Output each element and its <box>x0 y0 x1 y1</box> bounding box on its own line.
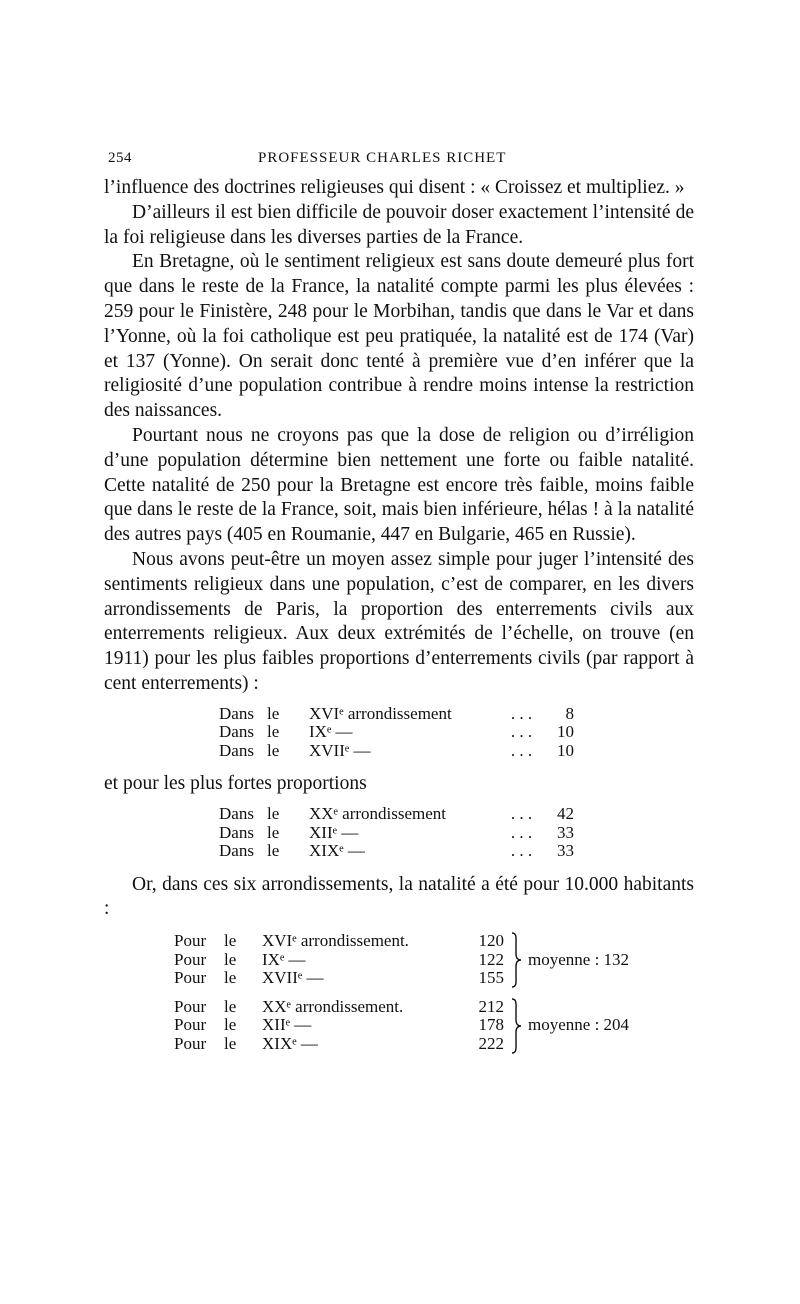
paragraph-5: Nous avons peut-être un moyen assez simple pour juger l’intensité des sentiments religieux dans une population, c’est de comparer, en les divers arrondissements de Paris, la proportion des enterrements civils aux enterrements religieux. Aux deux extrémités de l’échelle, on trouve (en 1911) pour les plus faibles proportions d’enterrements civils (par rapport à cent enterrements) : <box>104 548 694 694</box>
table-row: Dans le IXᵉ — . . . 10 <box>219 722 574 742</box>
table-row: Dans le XXᵉ arrondissement . . . 42 <box>219 804 574 824</box>
running-title: PROFESSEUR CHARLES RICHET <box>258 150 507 166</box>
table-row: Pour le XVIIᵉ — 155 <box>174 968 504 988</box>
paragraph-2: D’ailleurs il est bien difficile de pouvoir doser exactement l’intensité de la foi religieuse dans les diverses parties de la France. <box>104 201 694 248</box>
paragraph-1: l’influence des doctrines religieuses qui disent : « Croissez et multipliez. » <box>104 177 685 198</box>
civil-burials-high-table <box>219 805 574 861</box>
middle-line: et pour les plus fortes proportions <box>104 773 367 795</box>
paragraph-4: Pourtant nous ne croyons pas que la dose de religion ou d’irréligion d’une population détermine bien nettement une forte ou faible natalité. Cette natalité de 250 pour la Bretagne est encore très faible, moins faible que dans le reste de la France, soit, mais bien inférieure, hélas ! à la natalité des autres pays (405 en Roumanie, 447 en Bulgarie, 465 en Russie). <box>104 424 694 546</box>
table-row: Pour le XIXᵉ — 222 <box>174 1033 504 1053</box>
civil-burials-low-table <box>219 705 574 761</box>
right-curly-brace-icon <box>510 998 522 1054</box>
paragraph-3: En Bretagne, où le sentiment religieux est sans doute demeuré plus fort que dans le reste de la France, la natalité compte parmi les plus élevées : 259 pour le Finistère, 248 pour le Morbihan, tandis que dans le Var et dans l’Yonne, où la foi catholique est peu pratiquée, la natalité est de 174 (Var) et 137 (Yonne). On serait donc tenté à première vue d’en inférer que la religiosité d’une population contribue à rendre moins intense la restriction des naissances. <box>104 251 694 422</box>
table-row: Pour le XXᵉ arrondissement. 212 moyenne : 204 <box>174 998 629 1017</box>
table-row: Dans le XIIᵉ — . . . 33 <box>219 822 574 842</box>
natality-table <box>174 932 629 1053</box>
natality-intro: Or, dans ces six arrondissements, la natalité a été pour 10.000 habitants : <box>104 873 694 920</box>
book-page <box>104 140 694 1053</box>
table-row: Dans le XIXᵉ — . . . 33 <box>219 841 574 861</box>
brace-icon <box>504 998 528 1054</box>
right-curly-brace-icon <box>510 932 522 988</box>
table-row: Dans le XVIᵉ arrondissement . . . 8 <box>219 703 574 723</box>
table-row: Pour le IXᵉ — 122 <box>174 949 504 969</box>
page-body <box>104 176 694 1053</box>
group1-mean: moyenne : 132 <box>528 949 630 969</box>
group2-mean: moyenne : 204 <box>528 1015 630 1035</box>
table-row: Dans le XVIIᵉ — . . . 10 <box>219 740 574 760</box>
page-header <box>104 140 694 176</box>
table-row: Pour le XVIᵉ arrondissement. 120 moyenne : 132 <box>174 932 629 951</box>
brace-icon <box>504 932 528 988</box>
table-row: Pour le XIIᵉ — 178 <box>174 1015 504 1035</box>
page-number: 254 <box>108 150 132 166</box>
